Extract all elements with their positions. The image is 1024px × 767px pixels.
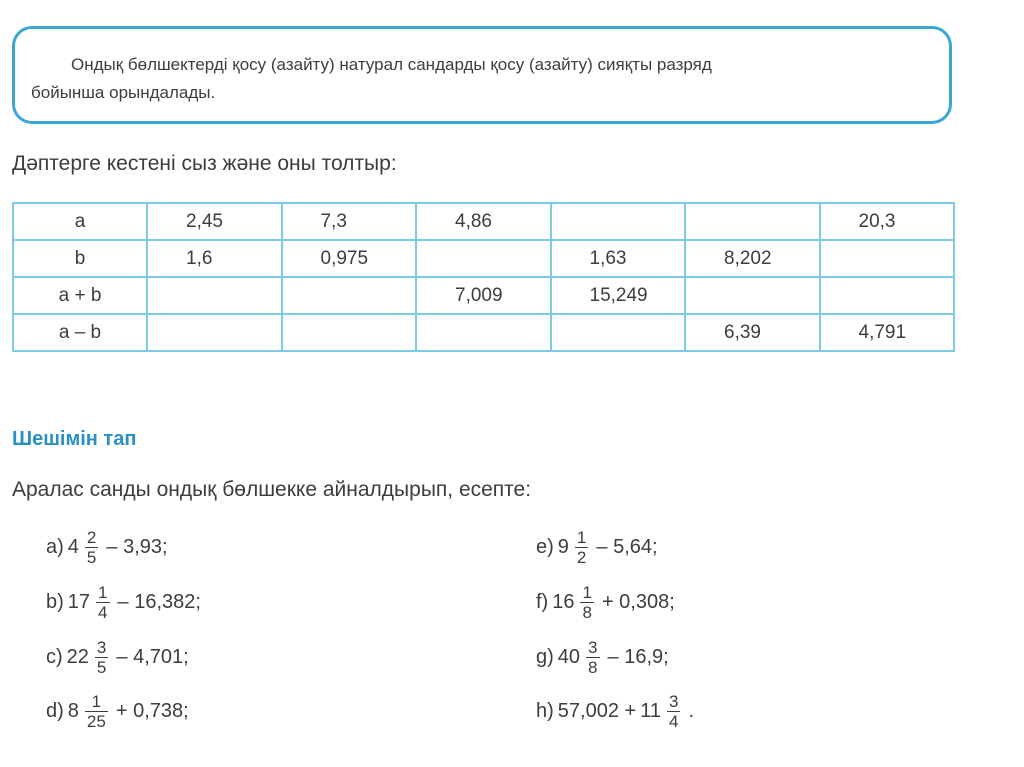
fraction bbox=[95, 638, 108, 677]
table-cell: 7,3 bbox=[282, 203, 417, 240]
fraction-denominator: 4 bbox=[98, 603, 108, 622]
fraction-numerator: 3 bbox=[588, 638, 598, 657]
table-cell bbox=[147, 314, 282, 351]
problem-letter: h) bbox=[536, 700, 554, 722]
mixed-whole: 8 bbox=[67, 700, 79, 722]
fraction bbox=[85, 692, 108, 731]
mixed-whole: 17 bbox=[67, 591, 91, 613]
mixed-whole: 4 bbox=[67, 536, 79, 558]
fraction-numerator: 1 bbox=[576, 528, 587, 547]
table-cell bbox=[416, 240, 551, 277]
fraction-numerator: 3 bbox=[668, 692, 679, 711]
mixed-whole: 16 bbox=[552, 591, 575, 613]
fraction-denominator: 8 bbox=[582, 603, 592, 622]
problem-tail: + 0,308; bbox=[601, 591, 675, 613]
fraction-numerator: 1 bbox=[91, 692, 102, 711]
fraction-denominator: 8 bbox=[588, 658, 598, 677]
fraction bbox=[96, 583, 109, 622]
task-title: Дәптерге кестені сыз және оны толтыр: bbox=[12, 152, 397, 175]
mixed-whole: 40 bbox=[557, 646, 581, 668]
fraction-denominator: 5 bbox=[86, 548, 97, 567]
table-cell bbox=[282, 314, 417, 351]
table-row bbox=[13, 240, 954, 277]
table-cell bbox=[820, 277, 955, 314]
table-cell bbox=[551, 314, 686, 351]
problem-letter: b) bbox=[46, 591, 64, 613]
fraction-numerator: 1 bbox=[582, 583, 592, 602]
problem-tail: + 0,738; bbox=[115, 700, 189, 722]
fraction bbox=[580, 583, 593, 622]
table-cell: 4,86 bbox=[416, 203, 551, 240]
table-cell bbox=[282, 277, 417, 314]
section-title: Шешімін тап bbox=[12, 428, 137, 450]
problem-b bbox=[46, 583, 201, 622]
rule-box bbox=[12, 26, 952, 124]
table-row bbox=[13, 277, 954, 314]
problem-letter: e) bbox=[536, 536, 554, 558]
problem-letter: d) bbox=[46, 700, 64, 722]
fraction bbox=[575, 528, 588, 567]
problem-letter: a) bbox=[46, 536, 64, 558]
fraction-numerator: 1 bbox=[98, 583, 108, 602]
table-cell: 2,45 bbox=[147, 203, 282, 240]
table-cell bbox=[685, 277, 820, 314]
mixed-whole: 22 bbox=[66, 646, 89, 668]
row-label: a + b bbox=[13, 277, 147, 314]
table-cell bbox=[416, 314, 551, 351]
table-cell: 7,009 bbox=[416, 277, 551, 314]
table-cell bbox=[820, 240, 955, 277]
table-cell bbox=[551, 203, 686, 240]
fraction-numerator: 3 bbox=[96, 638, 107, 657]
table-row bbox=[13, 203, 954, 240]
mixed-whole: 9 bbox=[557, 536, 569, 558]
problem-tail: . bbox=[688, 700, 695, 722]
table-cell bbox=[685, 203, 820, 240]
table-cell: 1,6 bbox=[147, 240, 282, 277]
problem-h bbox=[536, 692, 694, 731]
table-cell: 20,3 bbox=[820, 203, 955, 240]
problem-letter: g) bbox=[536, 646, 554, 668]
fraction-denominator: 4 bbox=[668, 712, 679, 731]
row-label: b bbox=[13, 240, 147, 277]
table-cell: 15,249 bbox=[551, 277, 686, 314]
table-cell: 4,791 bbox=[820, 314, 955, 351]
problem-a bbox=[46, 528, 168, 567]
problem-tail: – 3,93; bbox=[106, 536, 168, 558]
problem-f bbox=[536, 583, 675, 622]
problem-letter: c) bbox=[46, 646, 63, 668]
problem-tail: – 5,64; bbox=[596, 536, 658, 558]
fraction-denominator: 5 bbox=[96, 658, 107, 677]
data-table bbox=[12, 202, 955, 352]
table-cell: 0,975 bbox=[282, 240, 417, 277]
fraction bbox=[85, 528, 98, 567]
fraction bbox=[667, 692, 680, 731]
problem-lead: 57,002 + bbox=[557, 700, 637, 722]
row-label: a bbox=[13, 203, 147, 240]
table-cell: 1,63 bbox=[551, 240, 686, 277]
problem-g bbox=[536, 638, 669, 677]
problem-tail: – 4,701; bbox=[116, 646, 189, 668]
row-label: a – b bbox=[13, 314, 147, 351]
rule-text-line-1: Ондық бөлшектерді қосу (азайту) натурал сандарды қосу (азайту) сияқты разряд bbox=[71, 55, 712, 74]
problem-letter: f) bbox=[536, 591, 549, 613]
problem-tail: – 16,9; bbox=[607, 646, 669, 668]
problem-c bbox=[46, 638, 189, 677]
fraction bbox=[586, 638, 599, 677]
table-row bbox=[13, 314, 954, 351]
fraction-numerator: 2 bbox=[86, 528, 97, 547]
problem-e bbox=[536, 528, 658, 567]
table-cell bbox=[147, 277, 282, 314]
problem-d bbox=[46, 692, 189, 731]
fraction-denominator: 25 bbox=[86, 712, 106, 731]
mixed-whole: 11 bbox=[640, 700, 661, 722]
exercise-intro: Аралас санды ондық бөлшекке айналдырып, есепте: bbox=[12, 478, 532, 501]
table-cell: 8,202 bbox=[685, 240, 820, 277]
problem-tail: – 16,382; bbox=[117, 591, 201, 613]
rule-text-line-2: бойынша орындалады. bbox=[31, 83, 216, 102]
fraction-denominator: 2 bbox=[576, 548, 587, 567]
table-cell: 6,39 bbox=[685, 314, 820, 351]
